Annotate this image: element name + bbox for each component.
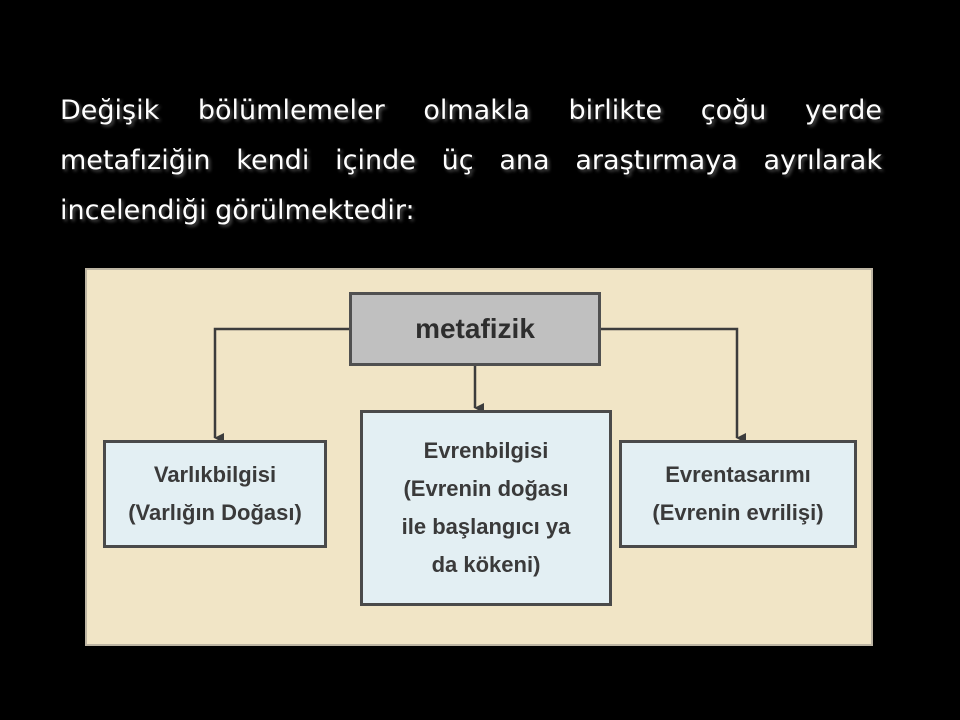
node-title: Evrentasarımı [665, 462, 811, 487]
metaphysics-diagram [85, 268, 873, 646]
connector-right [601, 329, 737, 438]
connector-left [215, 329, 349, 438]
node-description-line: da kökeni) [431, 552, 541, 577]
node-description-line: ile başlangıcı ya [401, 514, 571, 539]
node-evrenbilgisi [360, 410, 612, 606]
node-description: (Varlığın Doğası) [128, 500, 302, 525]
node-varlikbilgisi [103, 440, 327, 548]
root-node-metafizik: metafizik [349, 292, 601, 366]
node-description-line: (Evrenin doğası [403, 476, 569, 501]
node-evrentasarimi [619, 440, 857, 548]
node-title: Varlıkbilgisi [153, 462, 277, 487]
node-description: (Evrenin evrilişi) [652, 500, 824, 525]
node-title: Evrenbilgisi [423, 438, 549, 463]
intro-paragraph: Değişik bölümlemeler olmakla birlikte çoğu yerde metafıziğin kendi içinde üç ana araştırmaya ayrılarak incelendiği görülmektedir: [60, 95, 882, 226]
